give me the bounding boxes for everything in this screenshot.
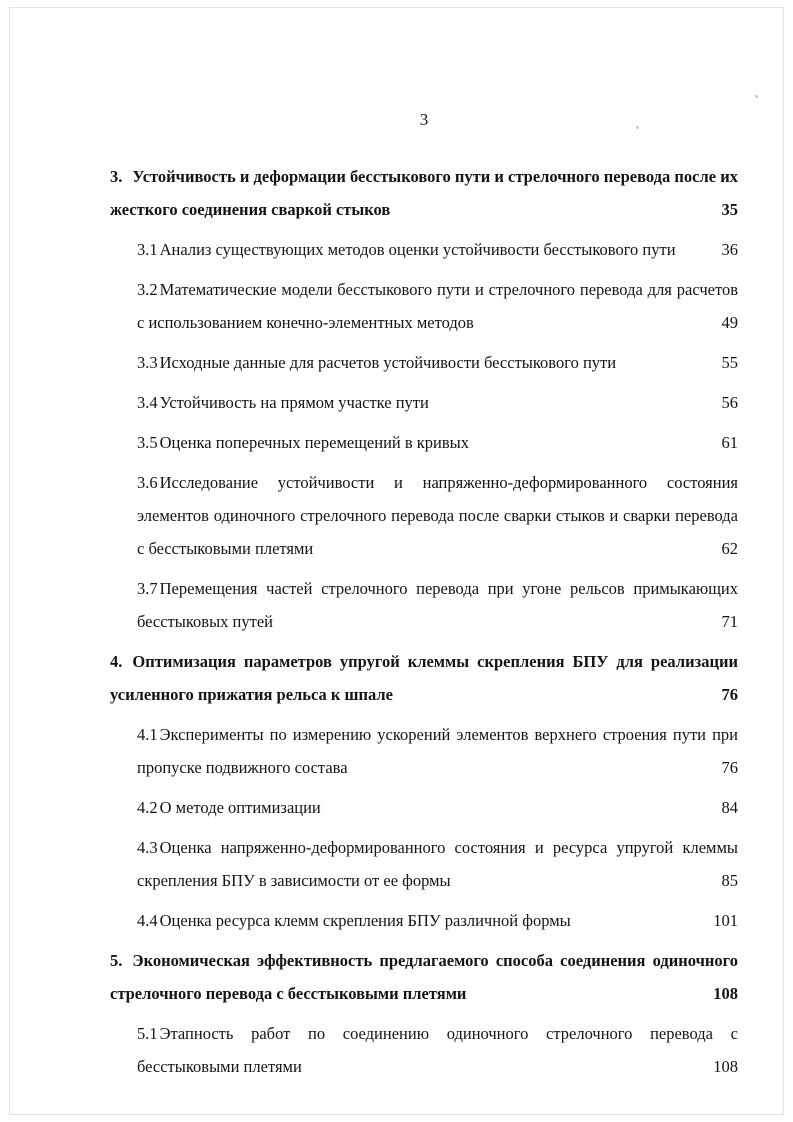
toc-page-ref: 108 bbox=[713, 984, 738, 1003]
toc-entry-title: Исследование устойчивости и напряженно-деформированного состояния элементов одиночного стрелочного перевода после сварки стыков и сварки перевода с бесстыковыми плетями bbox=[137, 473, 738, 558]
toc-entry bbox=[137, 1017, 738, 1083]
toc-page-ref: 61 bbox=[721, 433, 738, 452]
toc-entry bbox=[137, 233, 738, 266]
toc-entry bbox=[110, 645, 738, 711]
toc-entry-number: 3.4 bbox=[137, 393, 158, 412]
toc-page-ref: 101 bbox=[713, 911, 738, 930]
toc-entry-number: 3.3 bbox=[137, 353, 158, 372]
toc-page-ref: 49 bbox=[721, 313, 738, 332]
toc-entry-number: 3.6 bbox=[137, 473, 158, 492]
toc-page-ref: 56 bbox=[721, 393, 738, 412]
toc-entry-number: 3.7 bbox=[137, 579, 158, 598]
toc-entry-title: О методе оптимизации bbox=[159, 798, 321, 817]
toc-content bbox=[110, 103, 738, 1090]
toc-page-ref: 62 bbox=[721, 539, 738, 558]
toc-entry bbox=[137, 426, 738, 459]
toc-page-ref: 36 bbox=[721, 240, 738, 259]
toc-entry-title: Этапность работ по соединению одиночного стрелочного перевода с бесстыковыми плетями bbox=[137, 1024, 738, 1076]
toc-entry bbox=[137, 791, 738, 824]
toc-page-ref: 84 bbox=[721, 798, 738, 817]
toc-entry-number: 4.3 bbox=[137, 838, 158, 857]
toc-entry-number: 5.1 bbox=[137, 1024, 158, 1043]
scan-speck bbox=[755, 95, 758, 98]
toc-entry bbox=[137, 466, 738, 565]
toc-page-ref: 108 bbox=[713, 1057, 738, 1076]
toc-entry-number: 4.1 bbox=[137, 725, 158, 744]
toc-entry bbox=[110, 944, 738, 1010]
toc-entry-title: Анализ существующих методов оценки устойчивости бесстыкового пути bbox=[159, 240, 676, 259]
toc-entry-title: Математические модели бесстыкового пути и стрелочного перевода для расчетов с использованием конечно-элементных методов bbox=[137, 280, 738, 332]
toc-entry bbox=[137, 386, 738, 419]
toc-entry-title: Оценка ресурса клемм скрепления БПУ различной формы bbox=[159, 911, 571, 930]
toc-entry-number: 4.2 bbox=[137, 798, 158, 817]
toc-page-ref: 76 bbox=[721, 758, 738, 777]
toc-entry-title: Экономическая эффективность предлагаемого способа соединения одиночного стрелочного перевода с бесстыковыми плетями bbox=[110, 951, 738, 1003]
toc-entry bbox=[137, 904, 738, 937]
toc-entry-title: Исходные данные для расчетов устойчивости бесстыкового пути bbox=[159, 353, 617, 372]
toc-page-ref: 71 bbox=[721, 612, 738, 631]
toc-entry-title: Оценка напряженно-деформированного состояния и ресурса упругой клеммы скрепления БПУ в зависимости от ее формы bbox=[137, 838, 738, 890]
toc-entry-title: Устойчивость на прямом участке пути bbox=[159, 393, 429, 412]
toc-entry-number: 4. bbox=[110, 652, 123, 671]
toc-entry bbox=[110, 160, 738, 226]
toc-entry bbox=[137, 346, 738, 379]
toc-entry-title: Устойчивость и деформации бесстыкового пути и стрелочного перевода после их жесткого соединения сваркой стыков bbox=[110, 167, 738, 219]
toc-entry-number: 3.1 bbox=[137, 240, 158, 259]
toc-page-ref: 35 bbox=[721, 200, 738, 219]
toc-entry-title: Эксперименты по измерению ускорений элементов верхнего строения пути при пропуске подвижного состава bbox=[137, 725, 738, 777]
toc-entry-number: 3.2 bbox=[137, 280, 158, 299]
page-number: 3 bbox=[419, 110, 429, 129]
toc-page-ref: 55 bbox=[721, 353, 738, 372]
toc-entry-number: 3. bbox=[110, 167, 123, 186]
toc-page-ref: 85 bbox=[721, 871, 738, 890]
toc-entry-title: Оценка поперечных перемещений в кривых bbox=[159, 433, 469, 452]
toc-entry-number: 4.4 bbox=[137, 911, 158, 930]
toc-entry-title: Оптимизация параметров упругой клеммы скрепления БПУ для реализации усиленного прижатия рельса к шпале bbox=[110, 652, 738, 704]
toc-entry bbox=[137, 572, 738, 638]
toc-entry-number: 5. bbox=[110, 951, 123, 970]
toc-entry bbox=[137, 718, 738, 784]
toc-entry-number: 3.5 bbox=[137, 433, 158, 452]
toc-page-ref: 76 bbox=[721, 685, 738, 704]
toc-entry bbox=[137, 831, 738, 897]
toc-entry-title: Перемещения частей стрелочного перевода при угоне рельсов примыкающих бесстыковых путей bbox=[137, 579, 738, 631]
toc-entry bbox=[137, 273, 738, 339]
